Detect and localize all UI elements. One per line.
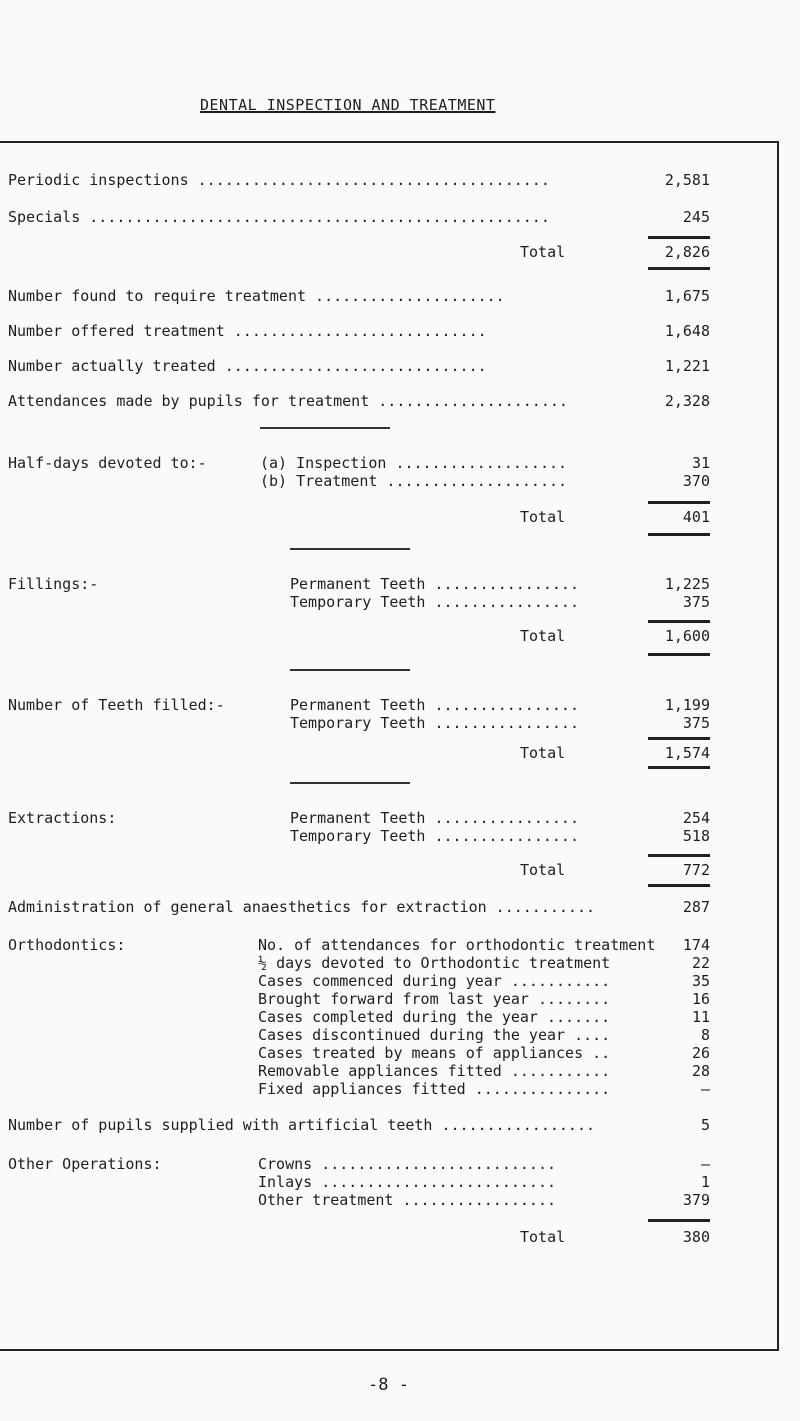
orthodontics-item: No. of attendances for orthodontic treatment	[258, 936, 656, 954]
item-label: Cases discontinued during the year	[258, 1026, 566, 1044]
extractions-total-label: Total	[520, 861, 566, 879]
item-label: days devoted to Orthodontic treatment	[276, 954, 611, 972]
other-operations-value: –	[700, 1155, 710, 1173]
orthodontics-item: Cases commenced during year ...........	[258, 972, 611, 990]
bottom-border	[0, 1349, 779, 1351]
top-border	[0, 141, 778, 143]
section-divider	[290, 548, 410, 550]
orthodontics-value: 8	[700, 1026, 710, 1044]
orthodontics-item	[258, 954, 610, 972]
item-label: Crowns	[258, 1155, 313, 1173]
item-label: Permanent Teeth	[290, 696, 426, 714]
orthodontics-item: Fixed appliances fitted ...............	[258, 1080, 611, 1098]
half-days-value: 370	[682, 472, 710, 490]
subtotal-rule	[648, 854, 710, 857]
item-label: Inlays	[258, 1173, 313, 1191]
half-days-total-label: Total	[520, 508, 566, 526]
anaesthetics-row: Administration of general anaesthetics for extraction ...........	[8, 898, 596, 916]
half-days-item: (a) Inspection ...................	[260, 454, 568, 472]
fillings-total: 1,600	[664, 627, 710, 645]
specials-row	[8, 208, 550, 226]
subtotal-rule	[648, 236, 710, 239]
treatment-value: 2,328	[664, 392, 710, 410]
teeth-filled-label: Number of Teeth filled:-	[8, 696, 225, 714]
periodic-label: Periodic inspections	[8, 171, 189, 189]
item-label: Inspection	[296, 454, 387, 472]
treatment-label: Number found to require treatment	[8, 287, 307, 305]
teeth-filled-value: 1,199	[664, 696, 710, 714]
treatment-row: Number found to require treatment .....................	[8, 287, 505, 305]
orthodontics-item: Cases discontinued during the year ....	[258, 1026, 611, 1044]
orthodontics-label: Orthodontics:	[8, 936, 126, 954]
orthodontics-item: Removable appliances fitted ...........	[258, 1062, 611, 1080]
treatment-row: Number actually treated .............................	[8, 357, 487, 375]
section-divider	[290, 669, 410, 671]
item-label: Cases treated by means of appliances	[258, 1044, 584, 1062]
extractions-item: Permanent Teeth ................	[290, 809, 579, 827]
total-rule	[648, 766, 710, 769]
teeth-filled-total-label: Total	[520, 744, 566, 762]
specials-label: Specials	[8, 208, 81, 226]
teeth-filled-value: 375	[682, 714, 710, 732]
orthodontics-value: 11	[691, 1008, 710, 1026]
subtotal-rule	[648, 620, 710, 623]
section-divider	[290, 782, 410, 784]
item-label: Other treatment	[258, 1191, 394, 1209]
item-label: Treatment	[296, 472, 378, 490]
item-label: Temporary Teeth	[290, 827, 426, 845]
orthodontics-item: Cases treated by means of appliances ..	[258, 1044, 611, 1062]
half-days-total: 401	[682, 508, 710, 526]
item-label: Fixed appliances fitted	[258, 1080, 466, 1098]
half-days-value: 31	[691, 454, 710, 472]
leader-dots: ...................................................	[80, 208, 550, 226]
item-label: Cases commenced during year	[258, 972, 502, 990]
item-label: Removable appliances fitted	[258, 1062, 502, 1080]
orthodontics-value: 28	[691, 1062, 710, 1080]
fillings-item: Temporary Teeth ................	[290, 593, 579, 611]
section-divider	[260, 427, 390, 429]
leader-dots: .......................................	[188, 171, 550, 189]
other-operations-total: 380	[682, 1228, 710, 1246]
artificial-teeth-row: Number of pupils supplied with artificial teeth .................	[8, 1116, 596, 1134]
total-rule	[648, 884, 710, 887]
inspections-total: 2,826	[664, 243, 710, 261]
periodic-inspections-row	[8, 171, 550, 189]
half-days-label: Half-days devoted to:-	[8, 454, 207, 472]
item-label: Temporary Teeth	[290, 593, 426, 611]
orthodontics-value: 22	[691, 954, 710, 972]
fillings-value: 375	[682, 593, 710, 611]
orthodontics-value: 35	[691, 972, 710, 990]
orthodontics-item: Cases completed during the year .......	[258, 1008, 611, 1026]
item-marker: (b)	[260, 472, 288, 490]
orthodontics-value: –	[700, 1080, 710, 1098]
extractions-item: Temporary Teeth ................	[290, 827, 579, 845]
total-rule	[648, 653, 710, 656]
treatment-value: 1,675	[664, 287, 710, 305]
orthodontics-value: 16	[691, 990, 710, 1008]
extractions-label: Extractions:	[8, 809, 117, 827]
other-operations-label: Other Operations:	[8, 1155, 162, 1173]
item-label: Permanent Teeth	[290, 575, 426, 593]
inspections-total-label: Total	[520, 243, 566, 261]
teeth-filled-item: Permanent Teeth ................	[290, 696, 579, 714]
artificial-teeth-value: 5	[700, 1116, 710, 1134]
teeth-filled-item: Temporary Teeth ................	[290, 714, 579, 732]
treatment-label: Number offered treatment	[8, 322, 225, 340]
other-operations-value: 1	[700, 1173, 710, 1191]
treatment-row: Attendances made by pupils for treatment .....................	[8, 392, 568, 410]
fillings-label: Fillings:-	[8, 575, 99, 593]
orthodontics-item: Brought forward from last year ........	[258, 990, 611, 1008]
extractions-value: 518	[682, 827, 710, 845]
specials-value: 245	[682, 208, 710, 226]
other-operations-total-label: Total	[520, 1228, 566, 1246]
anaesthetics-value: 287	[682, 898, 710, 916]
half-days-item: (b) Treatment ....................	[260, 472, 568, 490]
orthodontics-value: 26	[691, 1044, 710, 1062]
fillings-total-label: Total	[520, 627, 566, 645]
total-rule	[648, 267, 710, 270]
subtotal-rule	[648, 737, 710, 740]
subtotal-rule	[648, 1219, 710, 1222]
periodic-value: 2,581	[664, 171, 710, 189]
fillings-value: 1,225	[664, 575, 710, 593]
treatment-row: Number offered treatment ............................	[8, 322, 487, 340]
item-label: Temporary Teeth	[290, 714, 426, 732]
page-title: DENTAL INSPECTION AND TREATMENT	[200, 96, 496, 114]
treatment-value: 1,648	[664, 322, 710, 340]
treatment-label: Number actually treated	[8, 357, 216, 375]
right-border	[777, 141, 779, 1351]
treatment-value: 1,221	[664, 357, 710, 375]
item-marker: (a)	[260, 454, 288, 472]
page-number: -8 -	[368, 1375, 409, 1395]
item-label: Permanent Teeth	[290, 809, 426, 827]
artificial-teeth-label: Number of pupils supplied with artificial teeth	[8, 1116, 433, 1134]
anaesthetics-label: Administration of general anaesthetics for extraction	[8, 898, 487, 916]
fillings-item: Permanent Teeth ................	[290, 575, 579, 593]
extractions-total: 772	[682, 861, 710, 879]
other-operations-item: Inlays ..........................	[258, 1173, 557, 1191]
subtotal-rule	[648, 501, 710, 504]
total-rule	[648, 533, 710, 536]
extractions-value: 254	[682, 809, 710, 827]
item-label: Cases completed during the year	[258, 1008, 538, 1026]
fraction: ½	[258, 954, 268, 972]
item-label: Brought forward from last year	[258, 990, 529, 1008]
other-operations-item: Crowns ..........................	[258, 1155, 557, 1173]
other-operations-value: 379	[682, 1191, 710, 1209]
other-operations-item: Other treatment .................	[258, 1191, 557, 1209]
teeth-filled-total: 1,574	[664, 744, 710, 762]
orthodontics-value: 174	[682, 936, 710, 954]
treatment-label: Attendances made by pupils for treatment	[8, 392, 370, 410]
